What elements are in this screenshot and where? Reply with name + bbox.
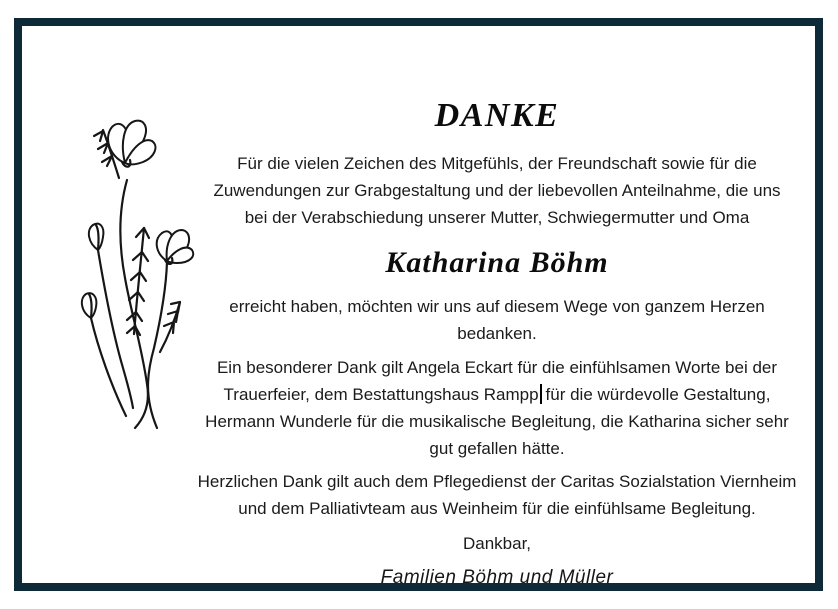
text-before-cursor: Trauerfeier, dem Bestattungshaus Rampp — [223, 385, 539, 404]
text-after-cursor: für die würdevolle Gestaltung, — [545, 385, 771, 404]
text-line: bedanken. — [457, 324, 537, 343]
closing-word[interactable]: Dankbar, — [462, 534, 532, 553]
text-line: Zuwendungen zur Grabgestaltung und der liebevollen Anteilnahme, die uns — [213, 181, 781, 200]
family-signature[interactable]: Familien Böhm und Müller — [380, 567, 614, 588]
memorial-card-frame — [14, 18, 823, 591]
text-line: gut gefallen hätte. — [429, 439, 565, 458]
card-content — [172, 53, 822, 591]
care-team-thanks-paragraph[interactable] — [172, 468, 822, 522]
text-line: bei der Verabschiedung unserer Mutter, Schwiegermutter und Oma — [244, 208, 750, 227]
intro-paragraph[interactable] — [172, 150, 822, 231]
text-line: und dem Palliativteam aus Weinheim für die einfühlsame Begleitung. — [238, 499, 756, 518]
text-cursor — [540, 384, 542, 404]
special-thanks-paragraph[interactable] — [172, 354, 822, 462]
thanks-paragraph[interactable] — [172, 293, 822, 347]
card-title[interactable]: DANKE — [434, 97, 560, 134]
text-line: Ein besonderer Dank gilt Angela Eckart für die einfühlsamen Worte bei der — [216, 358, 778, 377]
text-line: Für die vielen Zeichen des Mitgefühls, der Freundschaft sowie für die — [237, 154, 757, 173]
text-line: Hermann Wunderle für die musikalische Begleitung, die Katharina sicher sehr — [205, 412, 789, 431]
text-line: erreicht haben, möchten wir uns auf diesem Wege von ganzem Herzen — [229, 297, 765, 316]
text-line: Herzlichen Dank gilt auch dem Pflegedienst der Caritas Sozialstation Viernheim — [197, 472, 797, 491]
text-line-with-cursor — [172, 381, 822, 408]
deceased-name[interactable]: Katharina Böhm — [385, 246, 609, 279]
